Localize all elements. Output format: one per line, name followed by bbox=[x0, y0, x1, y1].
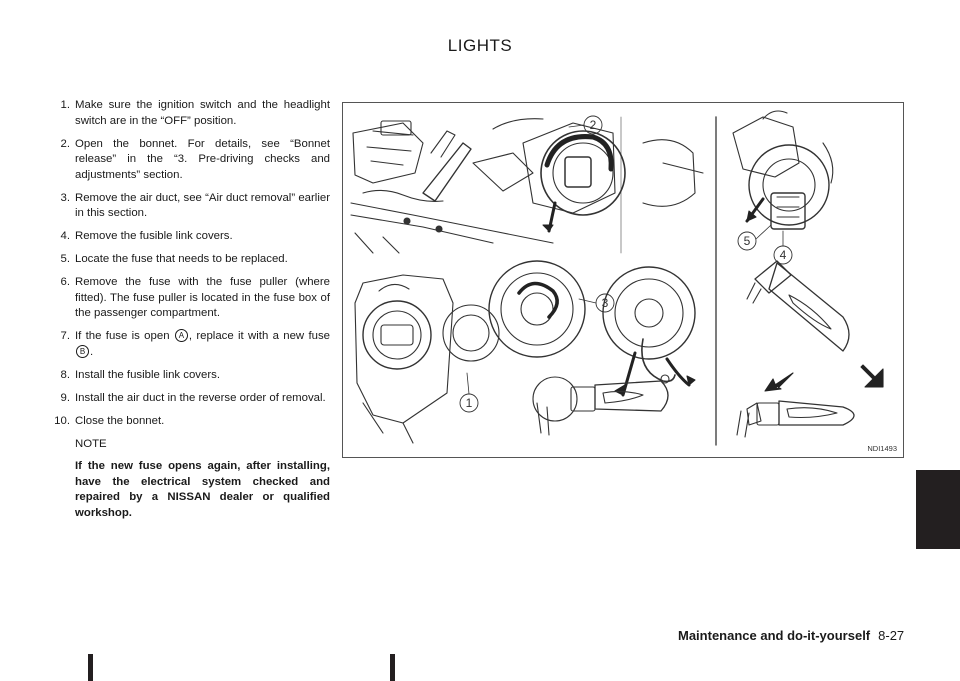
callout-1 bbox=[460, 373, 478, 412]
halogen-bulb-drawing bbox=[533, 377, 668, 435]
step-number: 7. bbox=[60, 330, 70, 342]
page-footer bbox=[678, 628, 904, 643]
note-label: NOTE bbox=[75, 437, 107, 450]
callout-4 bbox=[774, 231, 792, 264]
crop-mark bbox=[390, 654, 395, 681]
step-9 bbox=[46, 391, 330, 407]
svg-text:2: 2 bbox=[589, 118, 597, 132]
step-text: Close the bonnet. bbox=[75, 414, 165, 427]
step-text: Remove the air duct, see “Air duct removal” earlier in this section. bbox=[75, 191, 330, 219]
note bbox=[46, 437, 330, 522]
headlamp-assembly-drawing bbox=[355, 275, 499, 443]
step-number: 10. bbox=[54, 414, 70, 427]
page-header: LIGHTS bbox=[447, 36, 513, 55]
step-2 bbox=[46, 137, 330, 184]
figure-code: NDI1493 bbox=[867, 444, 897, 453]
step-1 bbox=[46, 98, 330, 129]
procedure-steps bbox=[46, 98, 330, 521]
bulb-removal-drawing bbox=[733, 111, 833, 229]
step-8 bbox=[46, 368, 330, 384]
step-10 bbox=[46, 414, 330, 430]
step-text: Locate the fuse that needs to be replaced. bbox=[75, 253, 288, 265]
step-5 bbox=[46, 252, 330, 268]
footer-section-title: Maintenance and do-it-yourself bbox=[678, 628, 871, 643]
crop-mark bbox=[88, 654, 93, 681]
step-text: Remove the fuse with the fuse puller (where fitted). The fuse puller is located in the fuse box of the passenger compartment. bbox=[75, 276, 330, 319]
step-text: Open the bonnet. For details, see “Bonnet release” in the “3. Pre-driving checks and adjustments” section. bbox=[75, 137, 330, 181]
step-text: Install the fusible link covers. bbox=[75, 368, 220, 381]
circled-letter-a: A bbox=[175, 329, 188, 342]
headlight-bulb-illustration bbox=[342, 102, 904, 458]
svg-text:3: 3 bbox=[601, 296, 609, 310]
step-number: 9. bbox=[60, 391, 70, 404]
h7-bulb-drawing bbox=[747, 261, 883, 391]
step-number: 1. bbox=[60, 99, 70, 111]
step-6 bbox=[46, 275, 330, 322]
svg-text:1: 1 bbox=[465, 396, 473, 410]
engine-bay-drawing bbox=[351, 121, 553, 253]
step-text: Remove the fusible link covers. bbox=[75, 230, 233, 242]
step-text: Make sure the ignition switch and the headlight switch are in the “OFF” position. bbox=[75, 99, 330, 127]
step-3 bbox=[46, 191, 330, 222]
h7-bulb-lower-drawing bbox=[737, 401, 854, 437]
svg-text:5: 5 bbox=[743, 234, 751, 248]
step-number: 8. bbox=[60, 368, 70, 381]
page-number: 8-27 bbox=[878, 628, 905, 643]
step-number: 6. bbox=[60, 276, 70, 288]
headlamp-rear-drawing bbox=[493, 119, 703, 231]
note-text: If the new fuse opens again, after installing, have the electrical system checked and repaired by a NISSAN dealer or qualified workshop. bbox=[75, 460, 330, 519]
step-text: , replace it with a new fuse bbox=[188, 330, 330, 342]
step-text: . bbox=[90, 345, 94, 358]
svg-text:4: 4 bbox=[779, 248, 787, 262]
callout-5 bbox=[738, 225, 771, 250]
step-4 bbox=[46, 229, 330, 245]
step-number: 3. bbox=[60, 191, 70, 204]
step-text: If the fuse is open bbox=[75, 330, 170, 342]
step-number: 4. bbox=[60, 230, 70, 242]
bulb-socket-drawing bbox=[489, 261, 695, 395]
step-7 bbox=[46, 329, 330, 360]
circled-letter-b: B bbox=[76, 345, 89, 358]
step-number: 5. bbox=[60, 253, 70, 265]
step-text: Install the air duct in the reverse order of removal. bbox=[75, 391, 326, 404]
step-number: 2. bbox=[60, 137, 70, 150]
chapter-tab bbox=[916, 470, 960, 549]
